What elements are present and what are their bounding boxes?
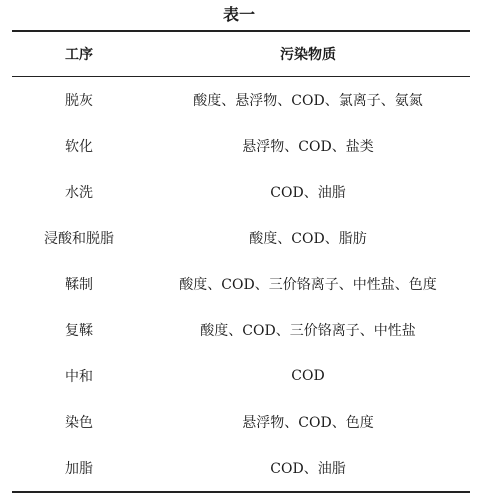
table-row	[12, 399, 470, 445]
table-body	[12, 77, 470, 493]
pollutant-cell: 酸度、COD、三价铬离子、中性盐、色度	[179, 277, 437, 293]
table-row	[12, 215, 470, 261]
pollutant-cell: 悬浮物、COD、盐类	[242, 139, 374, 155]
table-row	[12, 353, 470, 399]
process-cell: 复鞣	[65, 323, 93, 339]
pollutant-cell: 酸度、COD、脂肪	[249, 231, 367, 247]
table-row	[12, 307, 470, 353]
process-cell: 中和	[65, 369, 93, 385]
process-cell: 鞣制	[65, 277, 93, 293]
pollutant-table-container	[12, 30, 470, 493]
pollutant-cell: COD	[291, 368, 325, 384]
table-row	[12, 445, 470, 492]
process-cell: 软化	[65, 139, 93, 155]
pollutant-cell: COD、油脂	[270, 185, 346, 201]
process-cell: 脱灰	[65, 93, 93, 109]
process-cell: 浸酸和脱脂	[44, 231, 114, 247]
process-cell: 加脂	[65, 461, 93, 477]
pollutant-table	[12, 30, 470, 493]
table-row	[12, 77, 470, 124]
table-row	[12, 169, 470, 215]
table-header	[12, 31, 470, 77]
pollutant-cell: 悬浮物、COD、色度	[242, 415, 374, 431]
process-cell: 水洗	[65, 185, 93, 201]
table-row	[12, 261, 470, 307]
pollutant-cell: 酸度、COD、三价铬离子、中性盐	[200, 323, 416, 339]
table-row	[12, 123, 470, 169]
header-row	[12, 31, 470, 77]
pollutant-cell: 酸度、悬浮物、COD、氯离子、氨氮	[193, 93, 423, 109]
header-process: 工序	[65, 47, 93, 63]
process-cell: 染色	[65, 415, 93, 431]
table-caption: 表一	[222, 5, 255, 24]
header-pollutants: 污染物质	[280, 47, 336, 63]
pollutant-cell: COD、油脂	[270, 461, 346, 477]
